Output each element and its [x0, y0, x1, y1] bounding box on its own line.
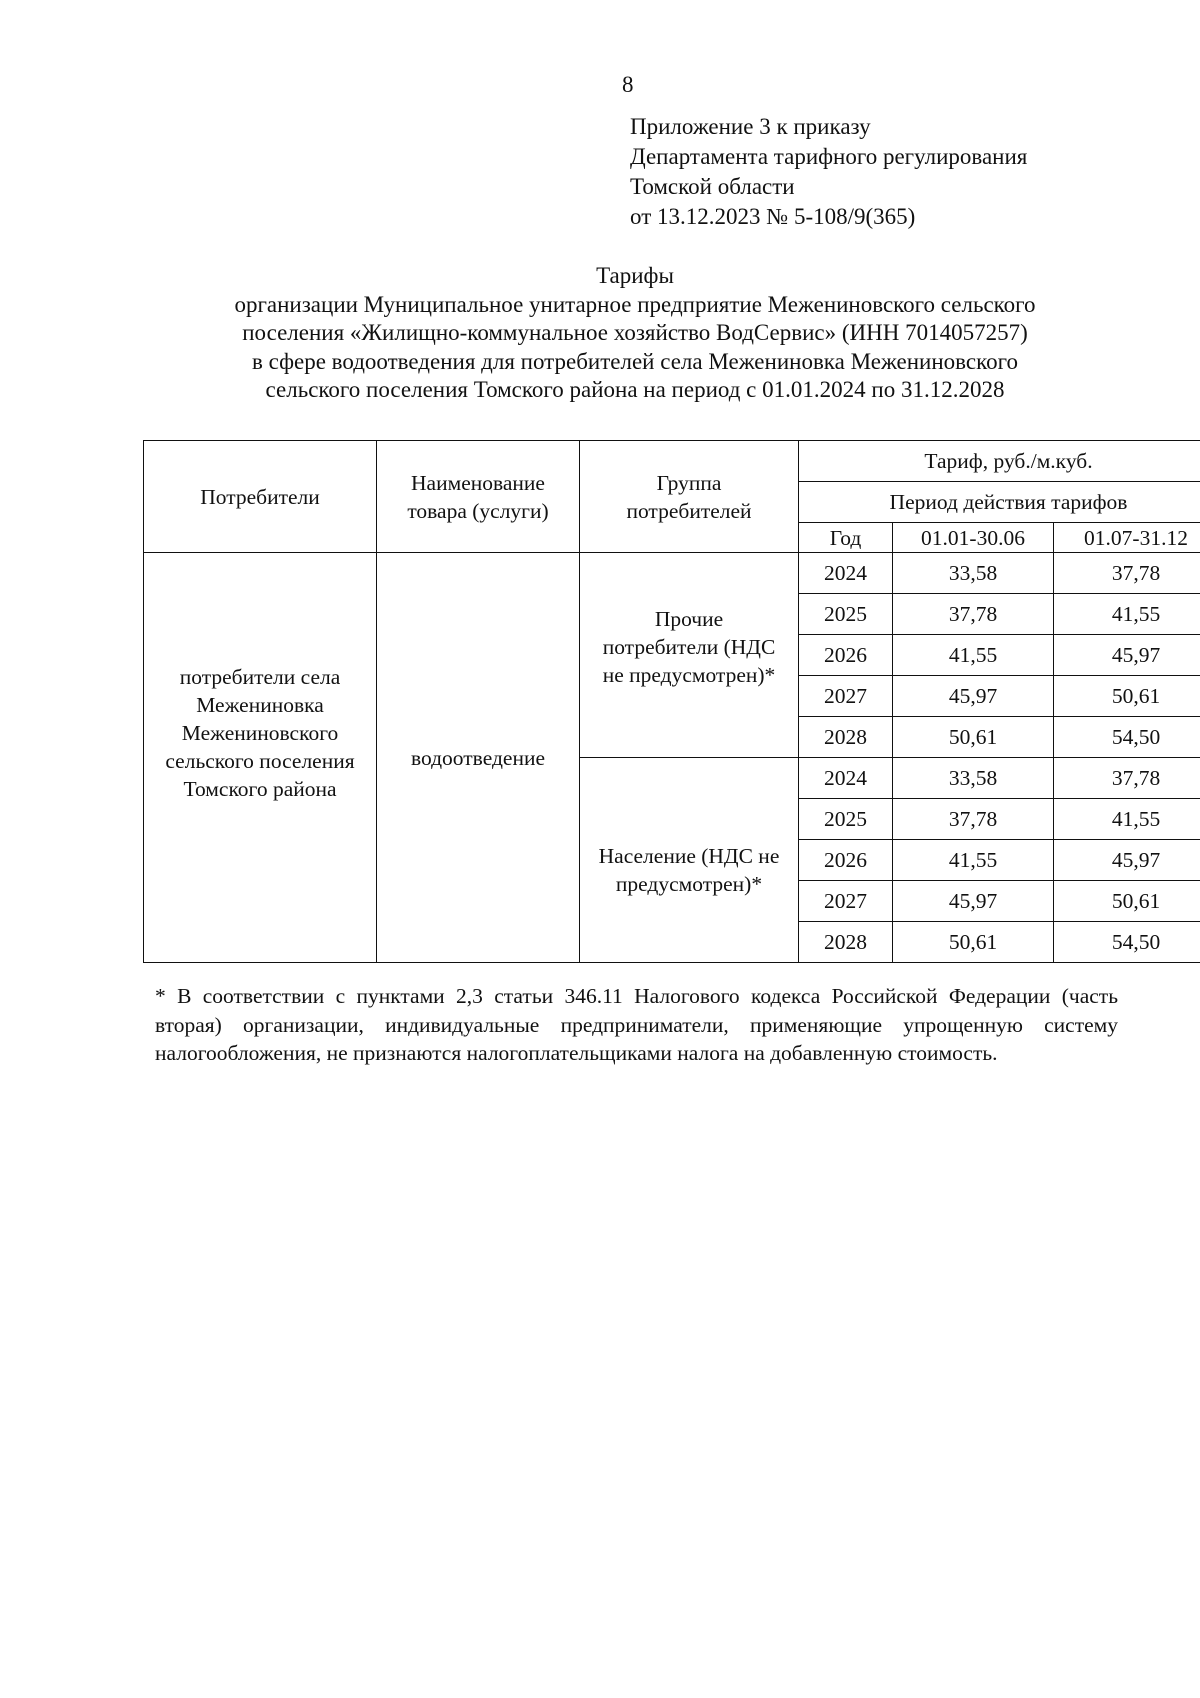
tariff-h2-cell: 45,97	[1054, 840, 1200, 881]
appendix-line: Приложение 3 к приказу	[630, 114, 871, 139]
goods-cell: водоотведение	[377, 553, 580, 963]
tariff-h2-cell: 50,61	[1054, 881, 1200, 922]
tariff-h1-cell: 45,97	[893, 676, 1054, 717]
header-group: Группа потребителей	[580, 441, 799, 553]
tariff-h1-cell: 33,58	[893, 758, 1054, 799]
tariff-h2-cell: 41,55	[1054, 594, 1200, 635]
group-cell: Прочие потребители (НДС не предусмотрен)*	[580, 553, 799, 758]
tariff-h2-cell: 50,61	[1054, 676, 1200, 717]
appendix-reference	[630, 112, 1027, 232]
title-line: организации Муниципальное унитарное предприятие Межениновского сельского	[234, 291, 1036, 317]
consumers-cell: потребители села Межениновка Межениновского сельского поселения Томского района	[144, 553, 377, 963]
year-cell: 2028	[799, 922, 893, 963]
table-row	[144, 553, 1200, 594]
year-cell: 2024	[799, 758, 893, 799]
year-cell: 2027	[799, 881, 893, 922]
year-cell: 2027	[799, 676, 893, 717]
title-heading: Тарифы	[596, 263, 674, 288]
footnote: * В соответствии с пунктами 2,3 статьи 346.11 Налогового кодекса Российской Федерации (часть вторая) организации, индивидуальные предприниматели, применяющие упрощенную систему налогообложения, не признаются налогоплательщиками налога на добавленную стоимость.	[155, 984, 1118, 1065]
header-goods: Наименование товара (услуги)	[377, 441, 580, 553]
tariff-h2-cell: 37,78	[1054, 553, 1200, 594]
tariff-h2-cell: 37,78	[1054, 758, 1200, 799]
year-cell: 2025	[799, 594, 893, 635]
tariff-h1-cell: 37,78	[893, 799, 1054, 840]
title-line: поселения «Жилищно-коммунальное хозяйство ВодСервис» (ИНН 7014057257)	[242, 320, 1028, 345]
tariff-h1-cell: 41,55	[893, 840, 1054, 881]
tariff-h1-cell: 50,61	[893, 717, 1054, 758]
header-half1: 01.01-30.06	[893, 523, 1054, 553]
header-half2: 01.07-31.12	[1054, 523, 1200, 553]
header-tariff: Тариф, руб./м.куб.	[799, 441, 1200, 482]
tariff-h1-cell: 33,58	[893, 553, 1054, 594]
page-number: 8	[622, 72, 634, 97]
appendix-line: от 13.12.2023 № 5-108/9(365)	[630, 204, 916, 229]
tariff-h2-cell: 54,50	[1054, 922, 1200, 963]
document-title	[140, 262, 1130, 405]
tariff-table	[143, 440, 1200, 963]
tariff-h1-cell: 37,78	[893, 594, 1054, 635]
tariff-h1-cell: 50,61	[893, 922, 1054, 963]
tariff-h1-cell: 45,97	[893, 881, 1054, 922]
tariff-h2-cell: 41,55	[1054, 799, 1200, 840]
year-cell: 2026	[799, 635, 893, 676]
tariff-h2-cell: 45,97	[1054, 635, 1200, 676]
tariff-h1-cell: 41,55	[893, 635, 1054, 676]
title-line: в сфере водоотведения для потребителей села Межениновка Межениновского	[252, 348, 1018, 374]
year-cell: 2025	[799, 799, 893, 840]
year-cell: 2026	[799, 840, 893, 881]
appendix-line: Томской области	[630, 174, 795, 199]
title-line: сельского поселения Томского района на период с 01.01.2024 по 31.12.2028	[265, 377, 1005, 402]
table-header-row	[144, 441, 1200, 482]
appendix-line: Департамента тарифного регулирования	[630, 144, 1028, 169]
group-cell: Население (НДС не предусмотрен)*	[580, 758, 799, 963]
header-period: Период действия тарифов	[799, 482, 1200, 523]
tariff-h2-cell: 54,50	[1054, 717, 1200, 758]
year-cell: 2024	[799, 553, 893, 594]
header-consumers: Потребители	[144, 441, 377, 553]
header-year: Год	[799, 523, 893, 553]
year-cell: 2028	[799, 717, 893, 758]
